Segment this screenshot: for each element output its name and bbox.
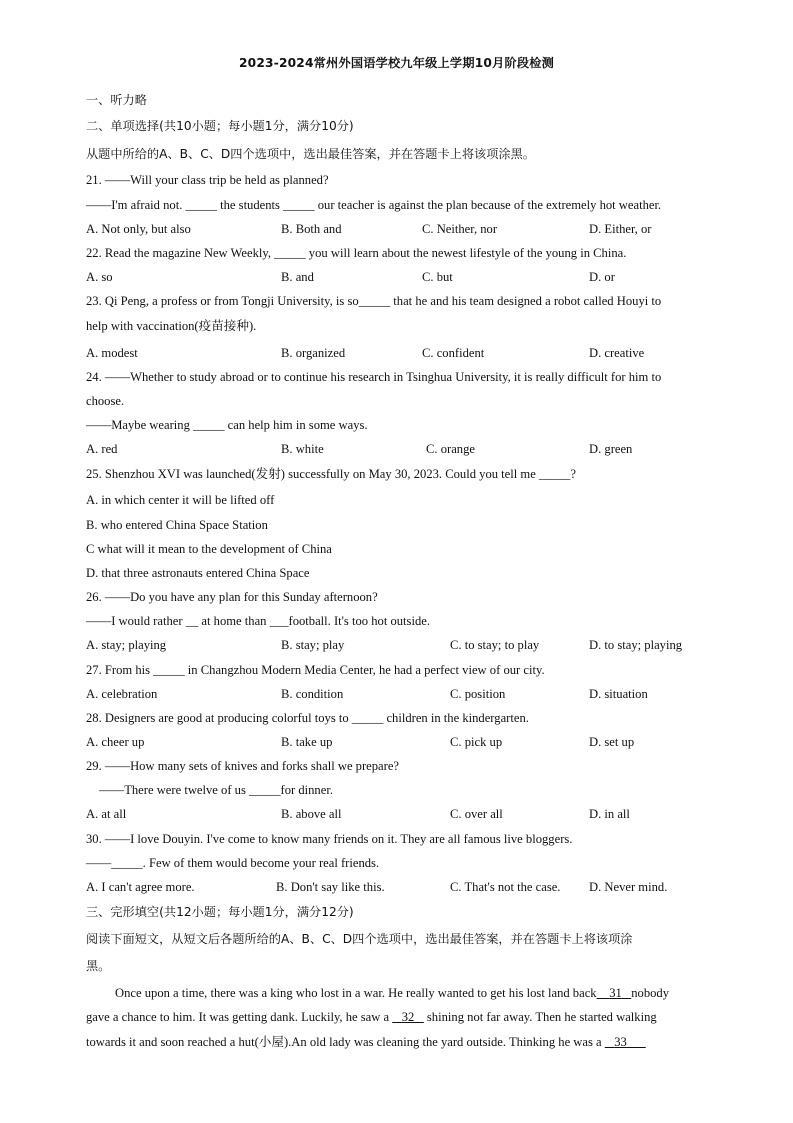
section3-instruction-line2: 黑。 xyxy=(86,959,111,973)
q25-option-a: A. in which center it will be lifted off xyxy=(86,493,275,507)
q28-line1: 28. Designers are good at producing colorful toys to _____ children in the kindergarten. xyxy=(86,711,529,725)
q29-line1: 29. ——How many sets of knives and forks shall we prepare? xyxy=(86,759,400,773)
q25-option-d: D. that three astronauts entered China Space xyxy=(86,566,310,580)
blank-32 xyxy=(392,1010,424,1024)
q23-option-b: B. organized xyxy=(281,346,346,360)
q23-line1: 23. Qi Peng, a profess or from Tongji University, is so_____ that he and his team designed a robot called Houyi to xyxy=(86,294,662,308)
q24-option-d: D. green xyxy=(589,442,633,456)
blank-31 xyxy=(597,986,632,1000)
q24-line2: choose. xyxy=(86,394,125,408)
q29-option-c: C. over all xyxy=(450,807,503,821)
q23-option-d: D. creative xyxy=(589,346,645,360)
q30-option-a: A. I can't agree more. xyxy=(86,880,195,894)
q25-option-b: B. who entered China Space Station xyxy=(86,518,268,532)
q24-line1: 24. ——Whether to study abroad or to continue his research in Tsinghua University, it is really difficult for him to xyxy=(86,370,662,384)
q30-option-c: C. That's not the case. xyxy=(450,880,561,894)
q22-option-c: C. but xyxy=(422,270,453,284)
q21-line1: 21. ——Will your class trip be held as planned? xyxy=(86,173,329,187)
q26-option-b: B. stay; play xyxy=(281,638,345,652)
q26-option-d: D. to stay; playing xyxy=(589,638,683,652)
section3-heading: 三、完形填空(共12小题；每小题1分，满分12分) xyxy=(86,905,354,919)
q29-option-d: D. in all xyxy=(589,807,630,821)
q27-line1: 27. From his _____ in Changzhou Modern Media Center, he had a perfect view of our city. xyxy=(86,663,545,677)
q21-option-a: A. Not only, but also xyxy=(86,222,191,236)
q22-option-d: D. or xyxy=(589,270,615,284)
q28-option-c: C. pick up xyxy=(450,735,503,749)
passage-line1 xyxy=(115,985,669,1001)
q27-option-c: C. position xyxy=(450,687,506,701)
q24-option-c: C. orange xyxy=(426,442,475,456)
q25-line1: 25. Shenzhou XVI was launched(发射) successfully on May 30, 2023. Could you tell me _____? xyxy=(86,467,577,481)
q29-option-b: B. above all xyxy=(281,807,342,821)
passage-line3 xyxy=(86,1034,646,1050)
q22-line1: 22. Read the magazine New Weekly, _____ you will learn about the newest lifestyle of the young in China. xyxy=(86,246,627,260)
q28-option-b: B. take up xyxy=(281,735,333,749)
passage-text: shining not far away. Then he started walking xyxy=(426,1010,657,1024)
section2-heading: 二、单项选择(共10小题；每小题1分，满分10分) xyxy=(86,119,354,133)
q30-option-d: D. Never mind. xyxy=(589,880,668,894)
section1-heading: 一、听力略 xyxy=(86,93,147,107)
q27-option-a: A. celebration xyxy=(86,687,158,701)
passage-text: nobody xyxy=(631,986,670,1000)
blank-32-number: 32 xyxy=(401,1010,415,1024)
blank-33-number: 33 xyxy=(614,1035,627,1049)
passage-text: Once upon a time, there was a king who lost in a war. He really wanted to get his lost land back xyxy=(115,986,597,1000)
q30-line1: 30. ——I love Douyin. I've come to know many friends on it. They are all famous live bloggers. xyxy=(86,832,573,846)
passage-text: gave a chance to him. It was getting dank. Luckily, he saw a xyxy=(86,1010,390,1024)
q23-option-c: C. confident xyxy=(422,346,485,360)
q25-option-c: C what will it mean to the development of China xyxy=(86,542,332,556)
q23-option-a: A. modest xyxy=(86,346,138,360)
q29-option-a: A. at all xyxy=(86,807,127,821)
q30-line2: ——_____. Few of them would become your real friends. xyxy=(86,856,380,870)
q27-option-b: B. condition xyxy=(281,687,344,701)
q26-line2: ——I would rather __ at home than ___football. It's too hot outside. xyxy=(86,614,430,628)
q26-option-a: A. stay; playing xyxy=(86,638,167,652)
passage-line2 xyxy=(86,1009,657,1025)
q22-option-a: A. so xyxy=(86,270,113,284)
q22-option-b: B. and xyxy=(281,270,314,284)
blank-33 xyxy=(605,1035,646,1049)
passage-text: towards it and soon reached a hut(小屋).An old lady was cleaning the yard outside. Thinking he was a xyxy=(86,1035,602,1049)
q27-option-d: D. situation xyxy=(589,687,648,701)
section2-instruction: 从题中所给的A、B、C、D四个选项中，选出最佳答案，并在答题卡上将该项涂黑。 xyxy=(86,147,535,161)
q24-option-b: B. white xyxy=(281,442,324,456)
q30-option-b: B. Don't say like this. xyxy=(276,880,385,894)
q21-line2: ——I'm afraid not. _____ the students _____ our teacher is against the plan because of the extremely hot weather. xyxy=(86,198,662,212)
q21-option-c: C. Neither, nor xyxy=(422,222,498,236)
q21-option-b: B. Both and xyxy=(281,222,342,236)
page-title: 2023-2024常州外国语学校九年级上学期10月阶段检测 xyxy=(238,56,555,70)
q29-line2: ——There were twelve of us _____for dinner. xyxy=(99,783,333,797)
q26-line1: 26. ——Do you have any plan for this Sunday afternoon? xyxy=(86,590,378,604)
q28-option-a: A. cheer up xyxy=(86,735,145,749)
blank-31-number: 31 xyxy=(609,986,622,1000)
q23-line2: help with vaccination(疫苗接种). xyxy=(86,319,257,333)
q24-line3: ——Maybe wearing _____ can help him in some ways. xyxy=(86,418,368,432)
q28-option-d: D. set up xyxy=(589,735,635,749)
q26-option-c: C. to stay; to play xyxy=(450,638,540,652)
q24-option-a: A. red xyxy=(86,442,118,456)
section3-instruction-line1: 阅读下面短文，从短文后各题所给的A、B、C、D四个选项中，选出最佳答案，并在答题卡上将该项涂 xyxy=(86,932,633,946)
q21-option-d: D. Either, or xyxy=(589,222,652,236)
